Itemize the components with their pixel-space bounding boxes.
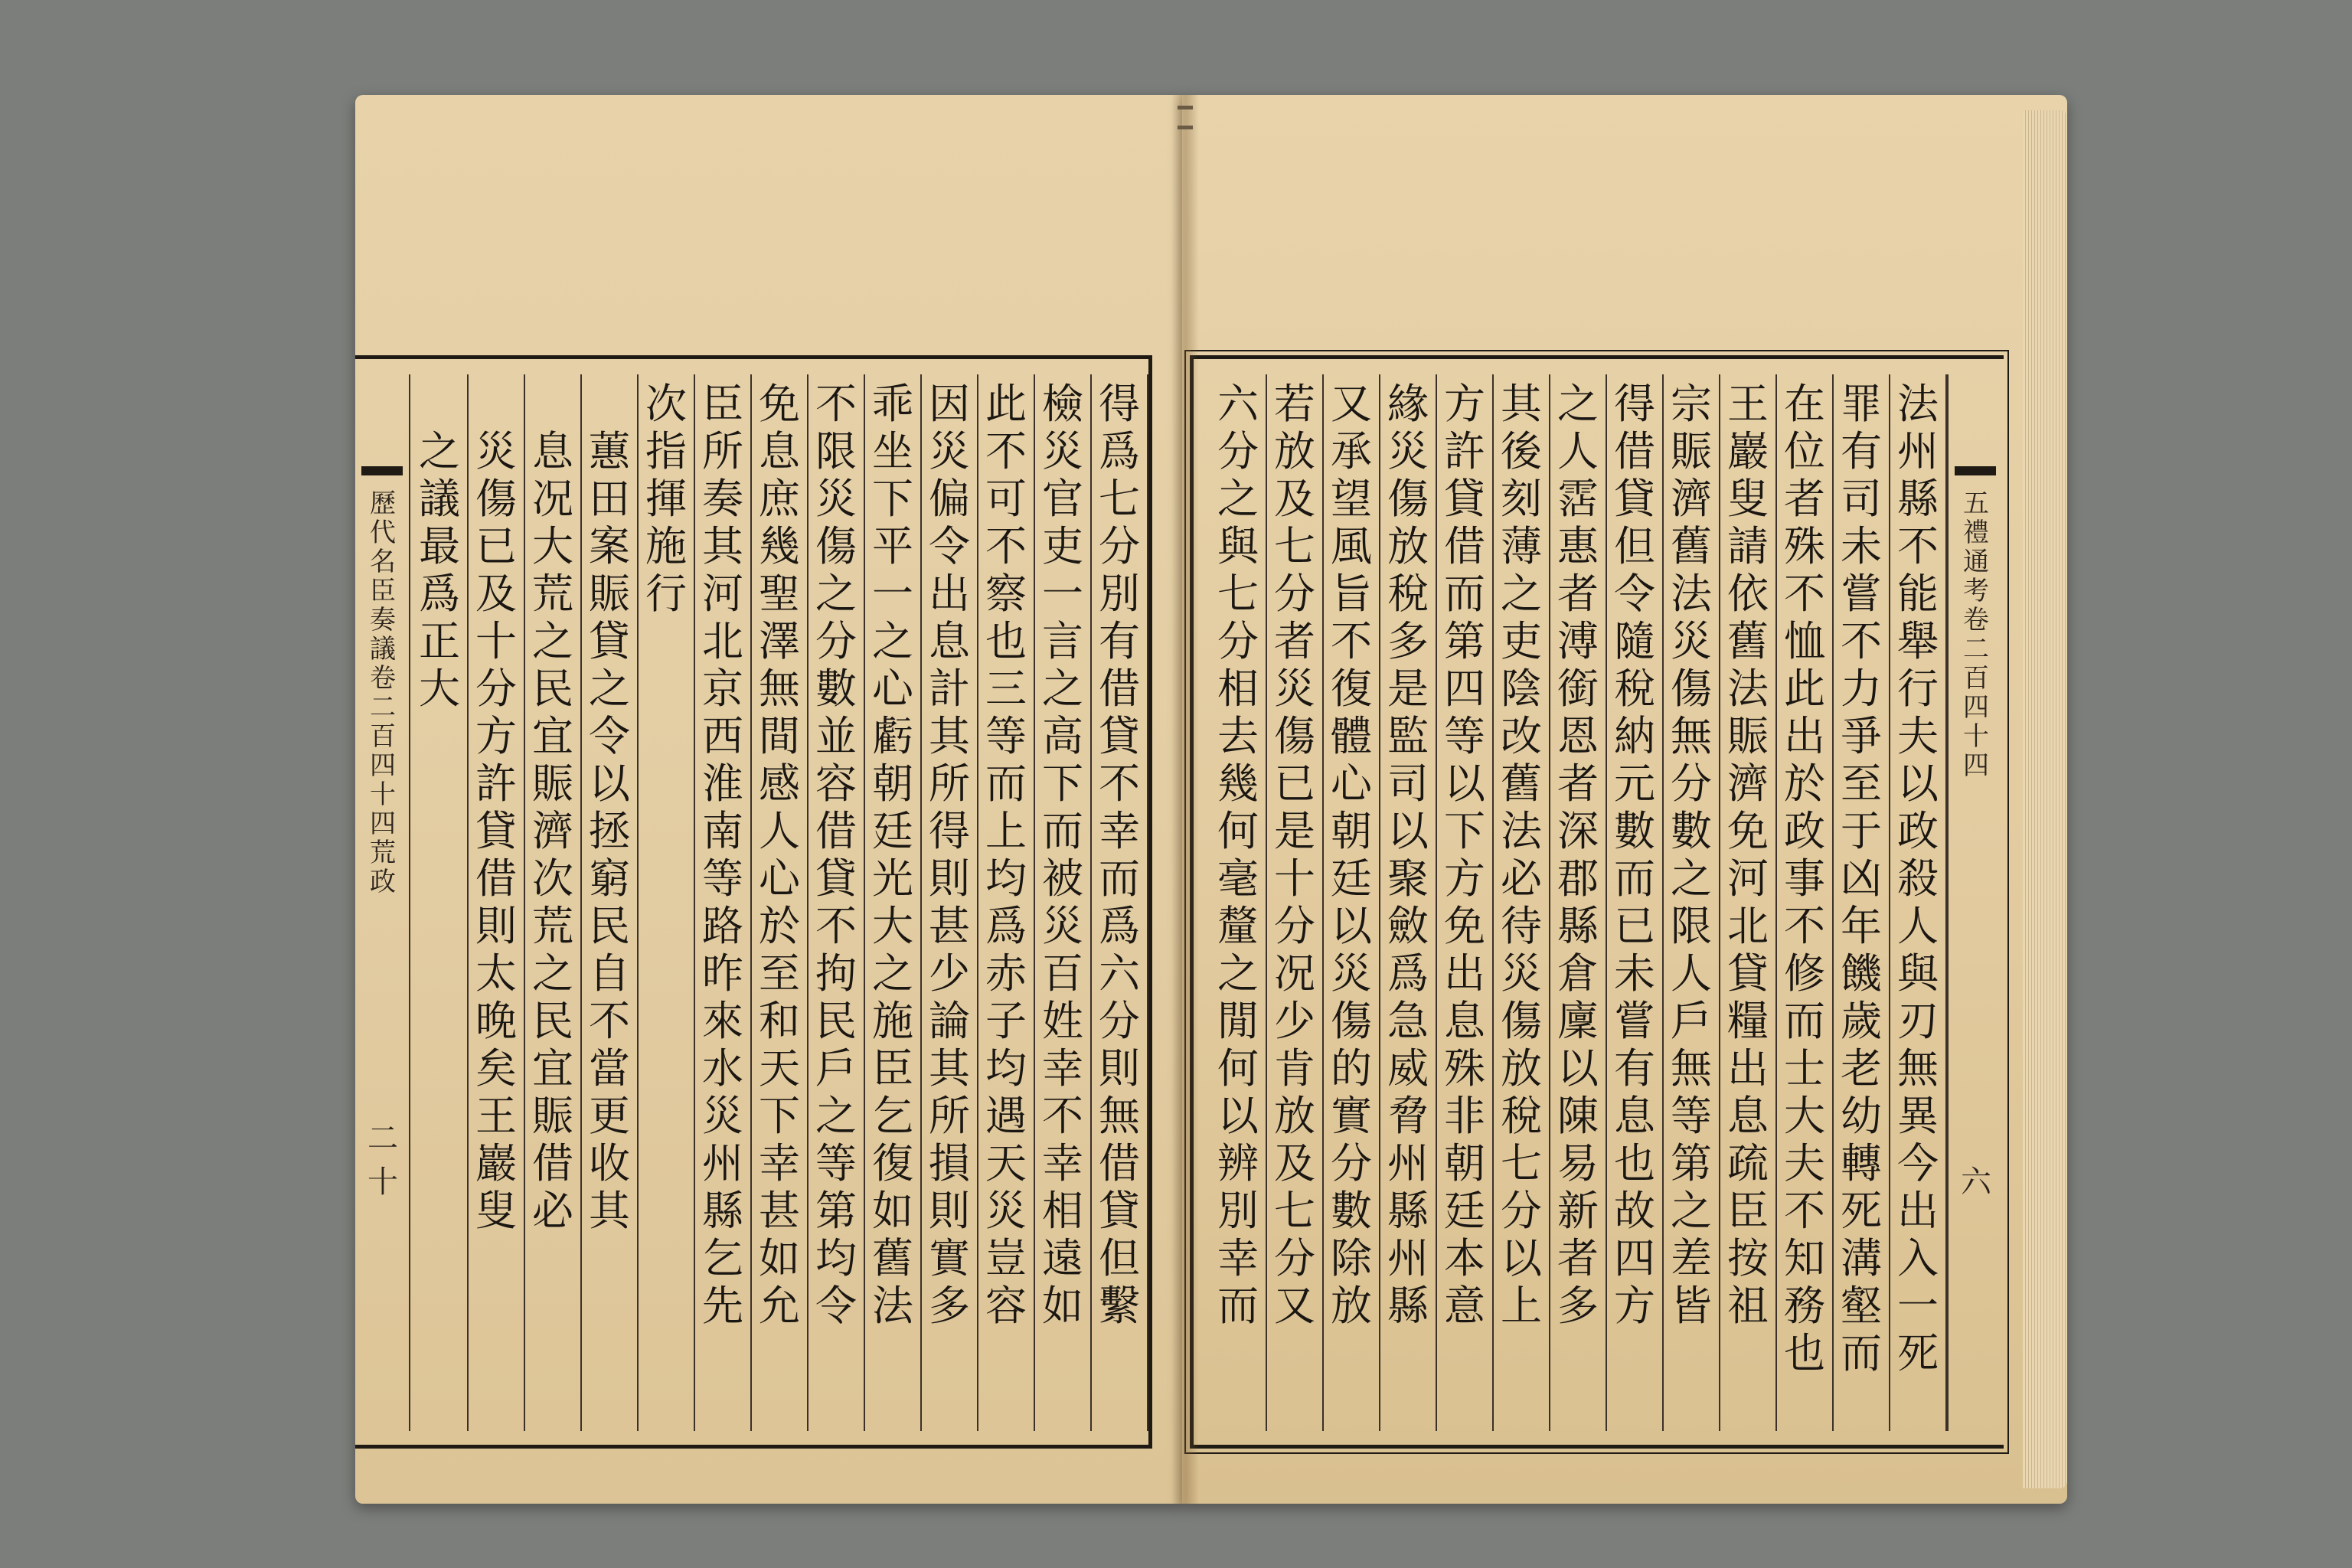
page-margin-center xyxy=(355,374,410,1431)
text-column: 又承望風旨不復體心朝廷以災傷的實分數除放 xyxy=(1324,374,1380,1431)
text-column: 緣災傷放稅多是監司以聚斂爲急威脅州縣州縣 xyxy=(1380,374,1437,1431)
text-column: 免息庶幾聖澤無間感人心於至和天下幸甚如允 xyxy=(752,374,808,1431)
right-page-frame xyxy=(1190,355,2004,1449)
banxin-title: 五禮通考卷二百四十四 xyxy=(1963,488,1989,781)
text-column: 得爲七分別有借貸不幸而爲六分則無借貸但繫 xyxy=(1092,374,1148,1431)
page-number: 二十 xyxy=(368,1121,398,1200)
text-column: 檢災官吏一言之高下而被災百姓幸不幸相遠如 xyxy=(1035,374,1092,1431)
commentary-column: 災傷已及十分方許貸借則太晚矣王巖叟 xyxy=(469,374,525,1431)
text-column: 方許貸借而第四等以下方免出息殊非朝廷本意 xyxy=(1437,374,1494,1431)
left-page-frame xyxy=(355,355,1152,1449)
fish-tail-mark xyxy=(361,466,403,475)
binding-stitch xyxy=(1178,106,1193,109)
text-column: 得借貸但令隨稅納元數而已未嘗有息也故四方 xyxy=(1607,374,1664,1431)
text-column: 乖坐下平一之心虧朝廷光大之施臣乞復如舊法 xyxy=(865,374,922,1431)
text-column: 不限災傷之分數並容借貸不拘民戶之等第均令 xyxy=(808,374,865,1431)
book-spine xyxy=(1171,95,1199,1504)
text-column: 此不可不察也三等而上均爲赤子均遇天災豈容 xyxy=(978,374,1035,1431)
left-page xyxy=(355,95,1182,1504)
text-column: 次指揮施行 xyxy=(639,374,695,1431)
text-column: 若放及七分者災傷已是十分况少肯放及七分又 xyxy=(1267,374,1324,1431)
text-column: 宗賑濟舊法災傷無分數之限人戶無等第之差皆 xyxy=(1664,374,1720,1431)
banxin-title: 歷代名臣奏議卷二百四十四荒政 xyxy=(370,488,396,897)
fish-tail-mark xyxy=(1955,466,1996,475)
text-column: 王巖叟請依舊法賑濟免河北貸糧出息疏臣按祖 xyxy=(1720,374,1777,1431)
page-number: 六 xyxy=(1961,1165,1991,1200)
text-column: 六分之與七分相去幾何毫釐之閒何以辨別幸而 xyxy=(1210,374,1267,1431)
page-edges xyxy=(2023,110,2067,1488)
right-page xyxy=(1182,95,2067,1504)
commentary-column: 蕙田案賑貸之令以拯窮民自不當更收其 xyxy=(582,374,639,1431)
text-column: 因災偏令出息計其所得則甚少論其所損則實多 xyxy=(922,374,978,1431)
open-book xyxy=(355,95,2067,1504)
commentary-column: 之議最爲正大 xyxy=(412,374,469,1431)
text-column: 在位者殊不恤此出於政事不修而士大夫不知務也 xyxy=(1777,374,1834,1431)
commentary-column: 息况大荒之民宜賑濟次荒之民宜賑借必 xyxy=(525,374,582,1431)
page-margin-center xyxy=(1947,374,2002,1431)
text-column: 法州縣不能舉行夫以政殺人與刃無異今出入一死 xyxy=(1890,374,1947,1431)
text-column: 其後刻薄之吏陰改舊法必待災傷放稅七分以上 xyxy=(1494,374,1550,1431)
text-column: 罪有司未嘗不力爭至于凶年饑歲老幼轉死溝壑而 xyxy=(1834,374,1890,1431)
binding-stitch xyxy=(1178,126,1193,129)
text-column: 臣所奏其河北京西淮南等路昨來水災州縣乞先 xyxy=(695,374,752,1431)
text-column: 之人霑惠者溥銜恩者深郡縣倉廩以陳易新者多 xyxy=(1550,374,1607,1431)
